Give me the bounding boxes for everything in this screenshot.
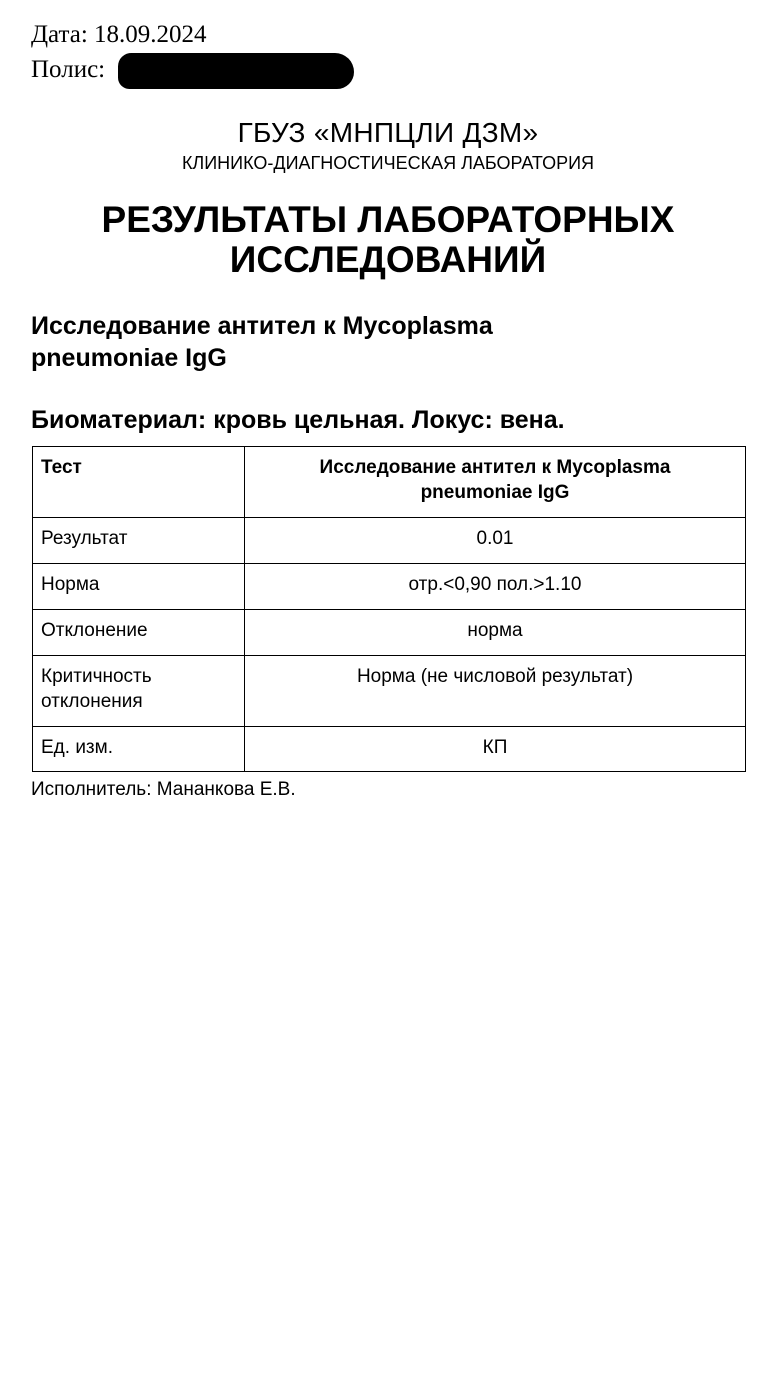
table-row-deviation (33, 610, 746, 656)
row-value: норма (245, 610, 746, 656)
table-row-norm (33, 564, 746, 610)
performer-line: Исполнитель: Мананкова Е.В. (31, 779, 296, 800)
row-label: Норма (33, 564, 245, 610)
row-value: КП (245, 727, 746, 772)
row-label: Ед. изм. (33, 727, 245, 772)
results-table (32, 446, 746, 772)
organization-department: КЛИНИКО-ДИАГНОСТИЧЕСКАЯ ЛАБОРАТОРИЯ (181, 153, 595, 173)
document-title-line-1: РЕЗУЛЬТАТЫ ЛАБОРАТОРНЫХ (101, 199, 675, 240)
biomaterial-line: Биоматериал: кровь цельная. Локус: вена. (31, 406, 565, 434)
row-label: Отклонение (33, 610, 245, 656)
row-label-line-1: Критичность (41, 666, 152, 687)
table-header-row (33, 447, 746, 518)
test-heading (31, 310, 671, 374)
date-line: Дата: 18.09.2024 (31, 21, 207, 48)
row-value: отр.<0,90 пол.>1.10 (245, 564, 746, 610)
row-value: 0.01 (245, 518, 746, 564)
organization-name: ГБУЗ «МНПЦЛИ ДЗМ» (237, 117, 539, 148)
header-value-line-1: Исследование антител к Mycoplasma (319, 457, 671, 478)
row-label (33, 656, 245, 727)
row-value: Норма (не числовой результат) (245, 656, 746, 727)
document-title-line-2: ИССЛЕДОВАНИЙ (229, 239, 547, 280)
document-title (0, 200, 776, 280)
header-value-line-2: pneumoniae IgG (420, 482, 570, 503)
table-row-result (33, 518, 746, 564)
policy-label: Полис: (31, 56, 106, 83)
header-label-cell: Тест (33, 447, 245, 518)
table-row-unit (33, 727, 746, 772)
test-heading-line-1: Исследование антител к Mycoplasma (31, 312, 493, 340)
redacted-policy-number (118, 53, 354, 89)
test-heading-line-2: pneumoniae IgG (31, 344, 227, 372)
table-row-criticality (33, 656, 746, 727)
row-label-line-2: отклонения (41, 691, 143, 712)
row-label: Результат (33, 518, 245, 564)
header-value-cell (245, 447, 746, 518)
